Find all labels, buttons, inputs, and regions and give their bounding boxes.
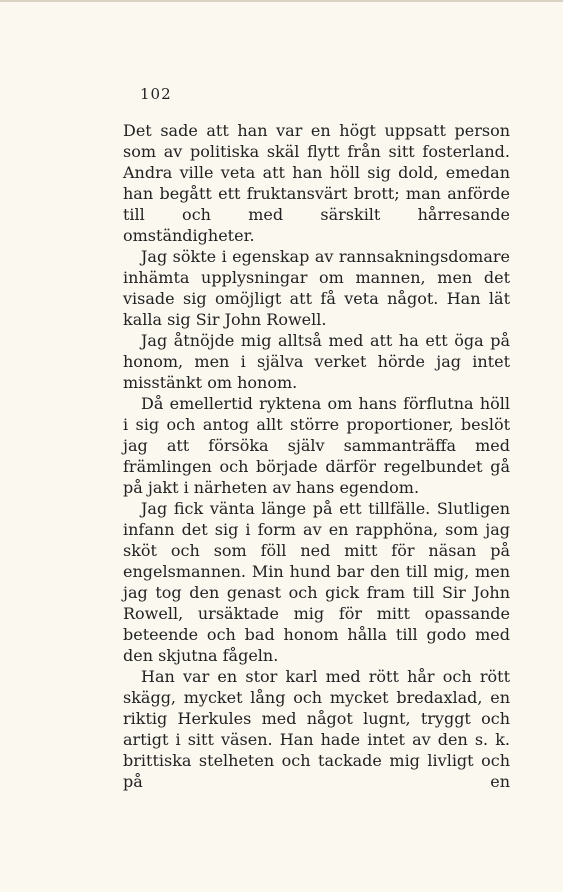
page-number: 102: [140, 85, 172, 103]
body-text: [123, 120, 510, 792]
paragraph-6: Han var en stor karl med rött hår och rött skägg, mycket lång och mycket bredaxlad, en riktig Herkules med något lugnt, tryggt och artigt i sitt väsen. Han hade intet av den s. k. brittiska stelheten och tackade mig livligt och på en: [123, 667, 510, 791]
paragraph-5: Jag fick vänta länge på ett tillfälle. Slutligen infann det sig i form av en rapphöna, som jag sköt och som föll ned mitt för näsan på engelsmannen. Min hund bar den till mig, men jag tog den genast och gick fram till Sir John Rowell, ursäktade mig för mitt opassande beteende och bad honom hålla till godo med den skjutna fågeln.: [123, 499, 510, 665]
paragraph-4: Då emellertid ryktena om hans förflutna höll i sig och antog allt större proportioner, beslöt jag att försöka själv sammanträffa med främlingen och började därför regelbundet gå på jakt i närheten av hans egendom.: [123, 394, 510, 497]
top-edge-rule: [0, 0, 563, 2]
paragraph-3: Jag åtnöjde mig alltså med att ha ett öga på honom, men i själva verket hörde jag intet misstänkt om honom.: [123, 331, 510, 392]
paragraph-1: Det sade att han var en högt uppsatt person som av politiska skäl flytt från sitt fosterland. Andra ville veta att han höll sig dold, emedan han begått ett fruktansvärt brott; man anförde till och med särskilt hårresande omständigheter.: [123, 121, 510, 245]
paragraph-2: Jag sökte i egenskap av rannsakningsdomare inhämta upplysningar om mannen, men det visade sig omöjligt att få veta något. Han lät kalla sig Sir John Rowell.: [123, 247, 510, 329]
